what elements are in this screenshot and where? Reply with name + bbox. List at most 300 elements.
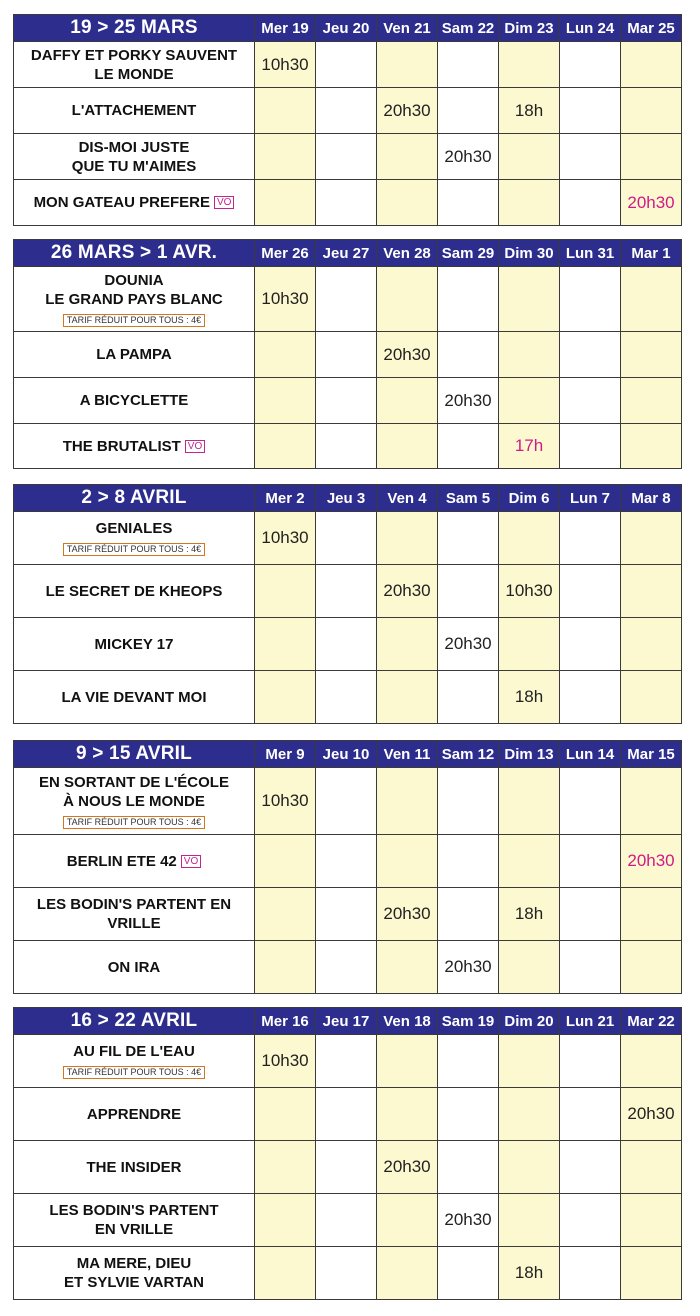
showtime-cell [255, 267, 316, 332]
film-row [14, 134, 682, 180]
film-title-cell [14, 768, 255, 835]
showtime-cell [316, 1035, 377, 1088]
film-title-text: THE BRUTALIST [62, 437, 181, 455]
showtime-cell [621, 378, 682, 424]
showtime-cell [316, 42, 377, 88]
showtime-cell [438, 1194, 499, 1247]
showtime-cell [316, 1194, 377, 1247]
showtime-cell [438, 565, 499, 618]
showtime-cell [499, 1247, 560, 1300]
day-header: Mar 8 [621, 485, 682, 512]
vo-badge: VO [214, 196, 234, 209]
showtime-cell [560, 768, 621, 835]
film-row [14, 512, 682, 565]
day-header: Jeu 3 [316, 485, 377, 512]
showtime: 20h30 [444, 146, 492, 166]
showtime: 20h30 [444, 390, 492, 410]
showtime-cell [377, 332, 438, 378]
showtime-cell [560, 671, 621, 724]
film-title-line: LE SECRET DE KHEOPS [45, 582, 223, 600]
day-header: Lun 21 [560, 1008, 621, 1035]
showtime-cell [560, 835, 621, 888]
showtime-cell [499, 671, 560, 724]
showtime-cell [621, 941, 682, 994]
film-title-line: VRILLE [107, 915, 161, 932]
day-header: Lun 24 [560, 15, 621, 42]
showtime-cell [499, 565, 560, 618]
day-header: Sam 29 [438, 240, 499, 267]
showtime-cell [499, 1035, 560, 1088]
showtime-cell [316, 512, 377, 565]
showtime-cell [377, 1088, 438, 1141]
showtime-cell [255, 618, 316, 671]
showtime-cell [499, 88, 560, 134]
day-header: Mer 16 [255, 1008, 316, 1035]
day-header: Mer 9 [255, 741, 316, 768]
showtime-cell [438, 134, 499, 180]
showtime-cell [499, 888, 560, 941]
showtime-cell [438, 888, 499, 941]
day-header: Jeu 27 [316, 240, 377, 267]
film-row [14, 180, 682, 226]
showtime-cell [438, 1035, 499, 1088]
showtime-cell [438, 671, 499, 724]
film-title-text: BERLIN ETE 42 [66, 852, 177, 870]
day-header: Sam 19 [438, 1008, 499, 1035]
showtime-cell [621, 1141, 682, 1194]
showtime-cell [255, 835, 316, 888]
showtime-cell [255, 42, 316, 88]
showtime-cell [255, 332, 316, 378]
day-header: Lun 31 [560, 240, 621, 267]
showtime: 20h30 [383, 100, 431, 120]
film-title-cell [14, 378, 255, 424]
showtime-cell [255, 671, 316, 724]
week-title: 19 > 25 MARS [14, 15, 255, 42]
day-header: Mar 15 [621, 741, 682, 768]
film-title-cell [14, 512, 255, 565]
showtime-cell [377, 768, 438, 835]
showtime-cell [255, 134, 316, 180]
showtime-cell [621, 888, 682, 941]
showtime-cell [560, 42, 621, 88]
showtime-cell [316, 618, 377, 671]
film-title-cell [14, 565, 255, 618]
day-header: Mar 25 [621, 15, 682, 42]
showtime-cell [499, 1194, 560, 1247]
showtime-cell [316, 835, 377, 888]
showtime-cell [255, 1141, 316, 1194]
film-row [14, 835, 682, 888]
showtime-cell [377, 134, 438, 180]
film-title-line: EN SORTANT DE L'ÉCOLE [39, 773, 229, 791]
week-table [13, 484, 682, 724]
day-header: Ven 18 [377, 1008, 438, 1035]
showtime-cell [377, 1247, 438, 1300]
day-header: Ven 21 [377, 15, 438, 42]
showtime: 20h30 [627, 192, 675, 212]
day-header: Mer 2 [255, 485, 316, 512]
showtime-cell [377, 941, 438, 994]
showtime-cell [316, 565, 377, 618]
week-header-row [14, 485, 682, 512]
showtime: 20h30 [383, 1157, 431, 1176]
showtime-cell [438, 835, 499, 888]
showtime-cell [377, 1194, 438, 1247]
showtime-cell [499, 424, 560, 469]
showtime: 10h30 [261, 1051, 309, 1070]
showtime-cell [438, 180, 499, 226]
film-title-line [14, 193, 254, 212]
showtime-cell [255, 424, 316, 469]
day-header: Mar 1 [621, 240, 682, 267]
film-title-line: LA PAMPA [96, 346, 172, 363]
film-row [14, 88, 682, 134]
day-header: Mer 19 [255, 15, 316, 42]
film-title-line: MICKEY 17 [94, 635, 174, 653]
showtime-cell [499, 1088, 560, 1141]
showtime: 10h30 [261, 791, 309, 810]
showtime-cell [377, 378, 438, 424]
showtime: 18h [514, 687, 544, 706]
showtime: 10h30 [261, 289, 309, 308]
showtime-cell [255, 180, 316, 226]
film-title-cell [14, 267, 255, 332]
showtime-cell [499, 180, 560, 226]
film-title-line: LES BODIN'S PARTENT [49, 1202, 219, 1219]
showtime: 20h30 [444, 957, 492, 976]
showtime-cell [560, 332, 621, 378]
film-row [14, 618, 682, 671]
tarif-reduit-badge: TARIF RÉDUIT POUR TOUS : 4€ [63, 1066, 205, 1079]
showtime-cell [621, 267, 682, 332]
showtime-cell [621, 565, 682, 618]
film-row [14, 1088, 682, 1141]
day-header: Dim 30 [499, 240, 560, 267]
showtime-cell [560, 618, 621, 671]
day-header: Ven 11 [377, 741, 438, 768]
showtime: 18h [514, 904, 544, 923]
day-header: Lun 7 [560, 485, 621, 512]
showtime-cell [621, 180, 682, 226]
showtime-cell [316, 1247, 377, 1300]
showtime-cell [438, 941, 499, 994]
showtime-cell [377, 42, 438, 88]
film-title-cell [14, 332, 255, 378]
film-title-line: DAFFY ET PORKY SAUVENT [30, 46, 238, 64]
showtime-cell [560, 1088, 621, 1141]
showtime-cell [438, 42, 499, 88]
showtime-cell [621, 42, 682, 88]
showtime-cell [377, 1035, 438, 1088]
vo-badge: VO [185, 440, 205, 453]
showtime-cell [438, 1247, 499, 1300]
week-table [13, 1007, 682, 1300]
showtime-cell [621, 618, 682, 671]
showtime-cell [560, 88, 621, 134]
film-title-cell [14, 424, 255, 469]
film-title-cell [14, 88, 255, 134]
film-row [14, 1247, 682, 1300]
showtime-cell [316, 424, 377, 469]
film-row [14, 671, 682, 724]
film-title-line: ON IRA [107, 958, 161, 976]
showtime-cell [499, 134, 560, 180]
film-title-line: LE GRAND PAYS BLANC [45, 290, 223, 308]
showtime-cell [438, 1141, 499, 1194]
showtime-cell [499, 512, 560, 565]
day-header: Sam 5 [438, 485, 499, 512]
showtime-cell [560, 888, 621, 941]
showtime-cell [621, 1194, 682, 1247]
showtime-cell [438, 618, 499, 671]
showtime-cell [560, 1247, 621, 1300]
film-title-line: LA VIE DEVANT MOI [61, 688, 207, 706]
showtime-cell [316, 888, 377, 941]
showtime-cell [438, 332, 499, 378]
showtime-cell [560, 134, 621, 180]
film-title-line: QUE TU M'AIMES [71, 157, 197, 175]
week-header-row [14, 240, 682, 267]
showtime-cell [621, 134, 682, 180]
showtime-cell [499, 42, 560, 88]
showtime-cell [560, 512, 621, 565]
showtime-cell [438, 88, 499, 134]
showtime-cell [377, 618, 438, 671]
showtime-cell [316, 180, 377, 226]
showtime-cell [316, 1141, 377, 1194]
film-row [14, 378, 682, 424]
film-title-line: LE MONDE [94, 65, 174, 83]
film-title-line: A BICYCLETTE [79, 392, 189, 409]
showtime-cell [255, 888, 316, 941]
film-title-cell [14, 180, 255, 226]
showtime-cell [316, 134, 377, 180]
showtime-cell [621, 424, 682, 469]
film-row [14, 267, 682, 332]
film-title-cell [14, 1247, 255, 1300]
film-title-cell [14, 671, 255, 724]
showtime: 20h30 [627, 1104, 675, 1123]
film-title-cell [14, 1194, 255, 1247]
showtime-cell [255, 565, 316, 618]
film-title-cell [14, 42, 255, 88]
showtime-cell [438, 512, 499, 565]
showtime-cell [438, 267, 499, 332]
showtime-cell [621, 671, 682, 724]
showtime-cell [316, 378, 377, 424]
showtime: 20h30 [383, 581, 431, 600]
film-title-text: MON GATEAU PREFERE [33, 194, 210, 211]
week-table [13, 14, 682, 226]
showtime-cell [621, 1247, 682, 1300]
day-header: Dim 13 [499, 741, 560, 768]
film-title-line: EN VRILLE [94, 1221, 174, 1238]
film-row [14, 941, 682, 994]
film-title-cell [14, 941, 255, 994]
film-row [14, 888, 682, 941]
film-title-cell [14, 618, 255, 671]
day-header: Lun 14 [560, 741, 621, 768]
showtime-cell [255, 1035, 316, 1088]
film-title-cell [14, 1141, 255, 1194]
showtime-cell [377, 888, 438, 941]
showtime-cell [438, 768, 499, 835]
showtime-cell [377, 1141, 438, 1194]
showtime: 20h30 [444, 634, 492, 653]
showtime-cell [560, 180, 621, 226]
week-table [13, 740, 682, 994]
film-row [14, 332, 682, 378]
showtime-cell [621, 512, 682, 565]
showtime: 10h30 [505, 581, 553, 600]
day-header: Jeu 20 [316, 15, 377, 42]
showtime-cell [377, 565, 438, 618]
week-title: 9 > 15 AVRIL [14, 741, 255, 768]
film-title-line: GENIALES [95, 520, 173, 537]
showtime-cell [560, 378, 621, 424]
showtime-cell [560, 941, 621, 994]
film-row [14, 42, 682, 88]
showtime-cell [255, 1088, 316, 1141]
showtime-cell [499, 1141, 560, 1194]
showtime: 17h [514, 436, 544, 455]
film-title-cell [14, 134, 255, 180]
showtime: 10h30 [261, 528, 309, 547]
week-header-row [14, 1008, 682, 1035]
day-header: Ven 28 [377, 240, 438, 267]
showtime: 20h30 [627, 851, 675, 870]
day-header: Mar 22 [621, 1008, 682, 1035]
showtime-cell [621, 88, 682, 134]
film-title-line: MA MERE, DIEU [76, 1255, 192, 1272]
tarif-reduit-badge: TARIF RÉDUIT POUR TOUS : 4€ [63, 314, 205, 327]
showtime-cell [560, 565, 621, 618]
showtime-cell [560, 1035, 621, 1088]
week-title: 26 MARS > 1 AVR. [14, 240, 255, 267]
showtime: 18h [514, 100, 544, 120]
day-header: Mer 26 [255, 240, 316, 267]
showtime-cell [560, 1141, 621, 1194]
film-title-line [14, 852, 254, 871]
showtime-cell [316, 671, 377, 724]
showtime-cell [377, 267, 438, 332]
showtime-cell [499, 941, 560, 994]
film-title-line [14, 437, 254, 456]
showtime-cell [316, 1088, 377, 1141]
showtime-cell [377, 671, 438, 724]
week-header-row [14, 741, 682, 768]
showtime-cell [621, 835, 682, 888]
week-title: 16 > 22 AVRIL [14, 1008, 255, 1035]
film-title-line: À NOUS LE MONDE [63, 792, 205, 810]
showtime-cell [438, 378, 499, 424]
day-header: Dim 6 [499, 485, 560, 512]
showtime-cell [377, 424, 438, 469]
film-row [14, 424, 682, 469]
week-header-row [14, 15, 682, 42]
day-header: Dim 23 [499, 15, 560, 42]
showtime-cell [316, 768, 377, 835]
showtime-cell [499, 835, 560, 888]
showtime-cell [621, 1088, 682, 1141]
week-title: 2 > 8 AVRIL [14, 485, 255, 512]
showtime-cell [438, 424, 499, 469]
film-row [14, 1194, 682, 1247]
showtime-cell [377, 835, 438, 888]
film-title-cell [14, 888, 255, 941]
film-title-line: LES BODIN'S PARTENT EN [36, 896, 232, 913]
showtime-cell [499, 332, 560, 378]
showtime-cell [560, 424, 621, 469]
day-header: Sam 22 [438, 15, 499, 42]
day-header: Jeu 10 [316, 741, 377, 768]
showtime-cell [255, 88, 316, 134]
film-title-line: AU FIL DE L'EAU [73, 1043, 195, 1060]
showtime-cell [255, 378, 316, 424]
showtime-cell [377, 180, 438, 226]
day-header: Sam 12 [438, 741, 499, 768]
tarif-reduit-badge: TARIF RÉDUIT POUR TOUS : 4€ [63, 543, 205, 556]
showtime-cell [621, 332, 682, 378]
showtime-cell [560, 1194, 621, 1247]
film-title-line: APPRENDRE [86, 1105, 182, 1123]
film-title-line: THE INSIDER [86, 1158, 182, 1176]
film-row [14, 768, 682, 835]
film-row [14, 1141, 682, 1194]
showtime-cell [499, 768, 560, 835]
day-header: Dim 20 [499, 1008, 560, 1035]
day-header: Ven 4 [377, 485, 438, 512]
showtime-cell [499, 378, 560, 424]
film-title-cell [14, 835, 255, 888]
showtime-cell [316, 332, 377, 378]
film-row [14, 1035, 682, 1088]
showtime-cell [377, 512, 438, 565]
showtime-cell [377, 88, 438, 134]
film-row [14, 565, 682, 618]
showtime-cell [316, 941, 377, 994]
showtime: 20h30 [383, 904, 431, 923]
day-header: Jeu 17 [316, 1008, 377, 1035]
showtime-cell [316, 88, 377, 134]
vo-badge: VO [181, 855, 201, 868]
showtime-cell [255, 768, 316, 835]
film-title-line: DIS-MOI JUSTE [78, 138, 190, 156]
showtime: 20h30 [383, 344, 431, 364]
film-title-cell [14, 1035, 255, 1088]
showtime: 20h30 [444, 1210, 492, 1229]
showtime-cell [255, 512, 316, 565]
showtime-cell [255, 941, 316, 994]
week-table [13, 239, 682, 469]
showtime: 10h30 [261, 54, 309, 74]
showtime-cell [621, 1035, 682, 1088]
showtime-cell [316, 267, 377, 332]
film-title-line: L'ATTACHEMENT [71, 102, 197, 119]
showtime-cell [499, 618, 560, 671]
showtime-cell [560, 267, 621, 332]
showtime: 18h [514, 1263, 544, 1282]
showtime-cell [255, 1247, 316, 1300]
showtime-cell [621, 768, 682, 835]
showtime-cell [499, 267, 560, 332]
film-title-cell [14, 1088, 255, 1141]
film-title-line: ET SYLVIE VARTAN [63, 1274, 204, 1291]
showtime-cell [438, 1088, 499, 1141]
tarif-reduit-badge: TARIF RÉDUIT POUR TOUS : 4€ [63, 816, 205, 829]
film-title-line: DOUNIA [104, 271, 164, 289]
